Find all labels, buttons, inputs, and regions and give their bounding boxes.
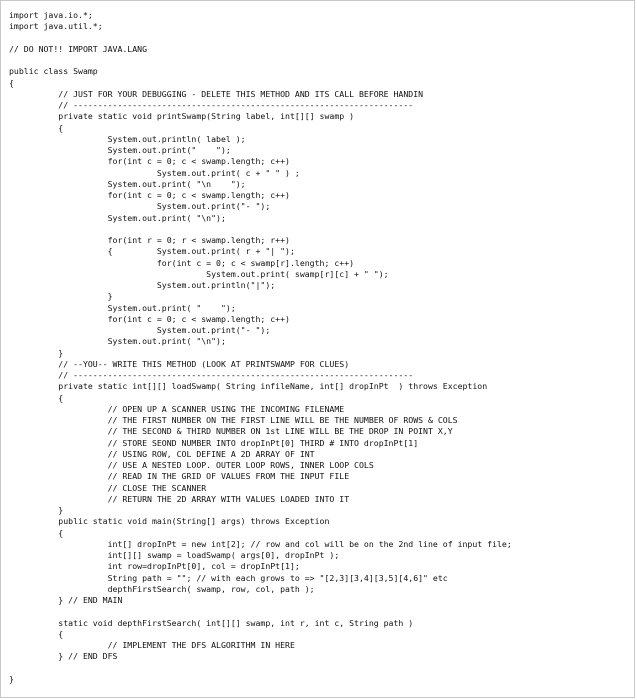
code-line: // --------------------------------------------------------------------- xyxy=(9,370,414,380)
code-line: for(int c = 0; c < swamp.length; c++) xyxy=(9,190,290,200)
code-line xyxy=(9,33,630,44)
code-line: System.out.print("- "); xyxy=(9,325,271,335)
code-line xyxy=(9,224,630,235)
code-line: System.out.print( "\n"); xyxy=(9,336,226,347)
code-line: public class Swamp xyxy=(9,66,98,77)
code-line: System.out.println( label ); xyxy=(9,133,246,144)
code-line: { xyxy=(9,122,64,133)
code-line: } xyxy=(9,505,64,515)
code-line: private static int[][] loadSwamp( String infileName, int[] dropInPt ) throws Exception xyxy=(9,381,488,392)
code-line: System.out.print( c + " " ) ; xyxy=(9,167,300,178)
code-line: for(int c = 0; c < swamp[r].length; c++) xyxy=(9,257,355,268)
code-line: // STORE SEOND NUMBER INTO dropInPt[0] THIRD # INTO dropInPt[1] xyxy=(9,437,419,448)
code-line: int[][] swamp = loadSwamp( args[0], dropInPt ); xyxy=(9,550,340,560)
code-line: import java.util.*; xyxy=(9,21,103,32)
code-line: // DO NOT!! IMPORT JAVA.LANG xyxy=(9,43,148,54)
code-line: int[] dropInPt = new int[2]; // row and col will be on the 2nd line of input file; xyxy=(9,538,512,549)
code-line: for(int c = 0; c < swamp.length; c++) xyxy=(9,156,290,167)
code-line: for(int r = 0; r < swamp.length; r++) xyxy=(9,235,290,245)
code-line: System.out.print(" "); xyxy=(9,145,231,155)
code-line: // RETURN THE 2D ARRAY WITH VALUES LOADED INTO IT xyxy=(9,493,350,504)
code-line xyxy=(9,55,630,66)
code-line: // --YOU-- WRITE THIS METHOD (LOOK AT PRINTSWAMP FOR CLUES) xyxy=(9,358,350,369)
code-line: { xyxy=(9,527,64,538)
code-line: // IMPLEMENT THE DFS ALGORITHM IN HERE xyxy=(9,640,295,650)
code-line: System.out.print( swamp[r][c] + " "); xyxy=(9,268,389,279)
code-line: { xyxy=(9,628,64,639)
code-line: String path = ""; // with each grows to => "[2,3][3,4][3,5][4,6]" etc xyxy=(9,572,448,583)
code-line: // THE SECOND & THIRD NUMBER ON 1st LINE WILL BE THE DROP IN POINT X,Y xyxy=(9,426,453,437)
code-line: System.out.print( "\n"); xyxy=(9,212,226,223)
code-line: System.out.print( " "); xyxy=(9,302,236,313)
code-line: // JUST FOR YOUR DEBUGGING - DELETE THIS METHOD AND ITS CALL BEFORE HANDIN xyxy=(9,88,424,99)
code-line: // CLOSE THE SCANNER xyxy=(9,482,207,493)
code-line: private static void printSwamp(String label, int[][] swamp ) xyxy=(9,111,355,122)
code-line: } xyxy=(9,291,113,302)
code-line: System.out.println("|"); xyxy=(9,280,276,290)
code-line xyxy=(9,663,630,674)
code-line xyxy=(9,606,630,617)
code-line: } xyxy=(9,347,64,358)
code-line: depthFirstSearch( swamp, row, col, path ); xyxy=(9,583,315,594)
code-line: // THE FIRST NUMBER ON THE FIRST LINE WILL BE THE NUMBER OF ROWS & COLS xyxy=(9,415,458,425)
code-line: // --------------------------------------------------------------------- xyxy=(9,100,414,110)
code-line: } // END DFS xyxy=(9,651,118,662)
code-line: System.out.print("- "); xyxy=(9,201,271,212)
code-line: // OPEN UP A SCANNER USING THE INCOMING FILENAME xyxy=(9,403,345,414)
code-line: static void depthFirstSearch( int[][] swamp, int r, int c, String path ) xyxy=(9,617,414,628)
code-line: import java.io.*; xyxy=(9,10,93,20)
code-line: for(int c = 0; c < swamp.length; c++) xyxy=(9,313,290,324)
code-line: // USING ROW, COL DEFINE A 2D ARRAY OF INT xyxy=(9,448,315,459)
code-line: { xyxy=(9,77,14,88)
code-line: // USE A NESTED LOOP. OUTER LOOP ROWS, INNER LOOP COLS xyxy=(9,460,374,470)
code-line: int row=dropInPt[0], col = dropInPt[1]; xyxy=(9,561,300,572)
code-line: // READ IN THE GRID OF VALUES FROM THE INPUT FILE xyxy=(9,471,350,482)
code-line: { xyxy=(9,392,64,403)
code-line: public static void main(String[] args) throws Exception xyxy=(9,516,330,527)
code-line: System.out.print( "\n "); xyxy=(9,178,246,189)
code-line: { System.out.print( r + "| "); xyxy=(9,246,295,257)
code-line: } // END MAIN xyxy=(9,595,123,605)
code-block xyxy=(9,10,630,685)
code-line: } xyxy=(9,673,14,684)
